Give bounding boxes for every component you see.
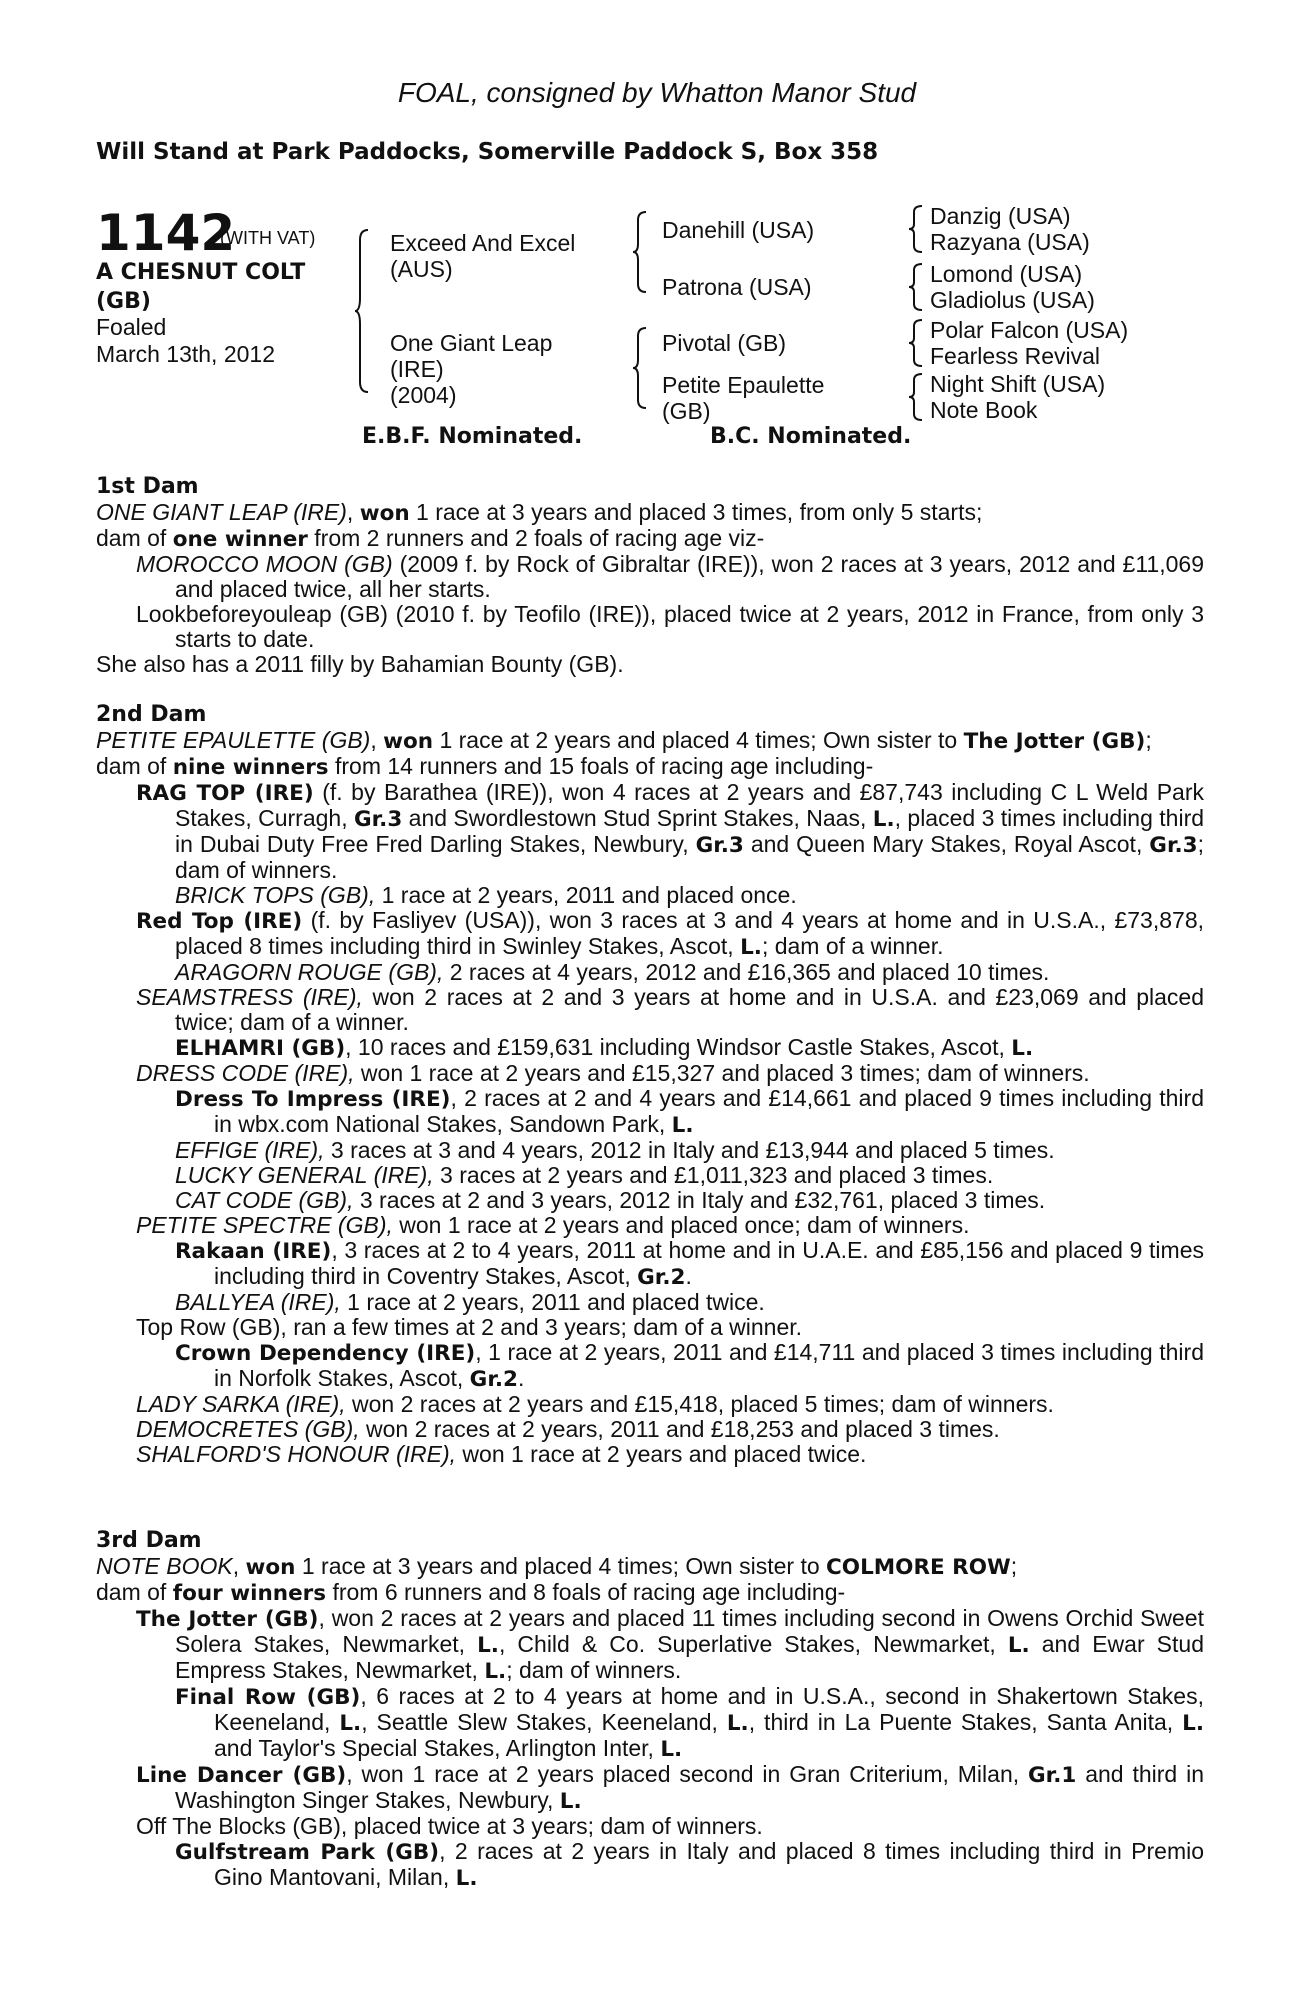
pedigree-g1: Danzig (USA): [930, 203, 1071, 229]
progeny-entry: [96, 1442, 1204, 1467]
first-dam-heading: 1st Dam: [96, 474, 199, 499]
bold-text: Gr.3: [1149, 833, 1198, 858]
bold-text: The Jotter (GB): [963, 729, 1146, 754]
text-run: 3 races at 2 and 3 years, 2012 in Italy and £32,761, placed 3 times.: [353, 1187, 1046, 1213]
text-run: , 10 races and £159,631 including Windsor Castle Stakes, Ascot,: [345, 1034, 1012, 1060]
bold-text: L.: [477, 1633, 499, 1658]
bold-text: L.: [455, 1866, 478, 1891]
bold-text: L.: [1182, 1711, 1204, 1736]
text-run: ;: [1145, 727, 1152, 753]
bold-text: one winner: [172, 527, 308, 552]
text-run: , 2 races at 2 and 4 years and £14,661 and placed 9 times including third in wbx.com National Stakes, Sandown Park,: [214, 1085, 1204, 1137]
pedigree-g4: Gladiolus (USA): [930, 287, 1095, 313]
pedigree-brace-dam: [632, 326, 652, 410]
text-run: 2 races at 4 years, 2012 and £16,365 and placed 10 times.: [443, 959, 1050, 985]
bold-text: L.: [740, 935, 762, 960]
pedigree-dam-line: One Giant Leap: [390, 330, 553, 356]
progeny-entry: [96, 960, 1204, 985]
progeny-entry: [96, 908, 1204, 960]
progeny-entry: [96, 780, 1204, 883]
bold-text: Gr.1: [1028, 1763, 1077, 1788]
pedigree-brace-g3: [908, 318, 926, 368]
text-run: Off The Blocks (GB), placed twice at 3 years; dam of winners.: [136, 1813, 763, 1839]
pedigree-dam-line: (2004): [390, 382, 457, 408]
pedigree-g8: Note Book: [930, 397, 1038, 423]
bold-text: won: [359, 501, 410, 526]
text-run: ; dam of a winner.: [761, 933, 944, 959]
pedigree-sire: [390, 230, 575, 282]
text-run: 3 races at 3 and 4 years, 2012 in Italy and £13,944 and placed 5 times.: [324, 1137, 1055, 1163]
lot-vat-note: (WITH VAT): [220, 228, 316, 248]
pedigree-dam: [390, 330, 552, 408]
text-run: 1 race at 2 years, 2011 and placed twice.: [340, 1289, 765, 1315]
text-run: , Child & Co. Superlative Stakes, Newmarket,: [498, 1631, 1008, 1657]
text-run: and Swordlestown Stud Sprint Stakes, Naas,: [402, 805, 873, 831]
text-run: 1 race at 2 years and placed 4 times; Own sister to: [433, 727, 964, 753]
text-run: Top Row (GB), ran a few times at 2 and 3 years; dam of a winner.: [136, 1314, 803, 1340]
first-dam-section: [96, 474, 1204, 677]
progeny-entry: [96, 552, 1204, 602]
bold-text: Gr.3: [353, 807, 403, 832]
lot-description: [96, 258, 305, 316]
text-run: and Taylor's Special Stakes, Arlington Inter,: [214, 1735, 661, 1761]
bold-text: Gr.2: [637, 1265, 686, 1290]
stand-location: Will Stand at Park Paddocks, Somerville Paddock S, Box 358: [96, 139, 879, 165]
text-run: (2009 f. by Rock of Gibraltar (IRE)), won 2 races at 3 years, 2012 and £11,069 and placed twice, all her starts.: [175, 551, 1204, 602]
pedigree-brace-g4: [908, 372, 926, 422]
bold-text: L.: [660, 1737, 683, 1762]
bold-text: L.: [1011, 1036, 1034, 1061]
progeny-entry: [96, 1163, 1204, 1188]
text-run: , 3 races at 2 to 4 years, 2011 at home and in U.A.E. and £85,156 and placed 9 times including third in Coventry Stakes, Ascot,: [214, 1237, 1204, 1289]
pedigree-g5: Polar Falcon (USA): [930, 317, 1129, 343]
bold-text: ELHAMRI (GB): [175, 1036, 346, 1061]
second-dam-summary: [96, 754, 1204, 780]
text-run: and third in Washington Singer Stakes, Newbury,: [175, 1761, 1204, 1813]
third-dam-heading: 3rd Dam: [96, 1528, 202, 1553]
bold-text: L.: [484, 1659, 507, 1684]
bold-text: nine winners: [172, 755, 329, 780]
pedigree-dam-line: (IRE): [390, 356, 444, 382]
bold-text: RAG TOP (IRE): [136, 781, 314, 806]
pedigree-brace-sire: [632, 210, 652, 294]
bc-nomination: B.C. Nominated.: [710, 424, 912, 449]
page-title: FOAL, consigned by Whatton Manor Stud: [397, 77, 917, 108]
pedigree-brace-g1: [908, 204, 926, 254]
first-dam-summary: [96, 526, 1204, 552]
italic-text: LUCKY GENERAL (IRE),: [175, 1162, 434, 1188]
text-run: 1 race at 2 years, 2011 and placed once.: [375, 882, 797, 908]
text-run: from 2 runners and 2 foals of racing age viz-: [307, 525, 765, 551]
ebf-nomination: E.B.F. Nominated.: [362, 424, 583, 449]
first-dam-progeny: [96, 552, 1204, 652]
third-dam-summary: [96, 1580, 1204, 1606]
text-run: (f. by Barathea (IRE)), won 4 races at 2 years and £87,743 including C L Weld Park Stakes, Curragh,: [175, 779, 1204, 831]
progeny-entry: [96, 1392, 1204, 1417]
progeny-entry: [96, 1839, 1204, 1891]
bold-text: Gr.2: [469, 1367, 518, 1392]
bold-text: Line Dancer (GB): [136, 1763, 347, 1788]
pedigree-dam-dam-line: Petite Epaulette: [662, 372, 825, 398]
text-run: , 2 races at 2 years in Italy and placed 8 times including third in Premio Gino Mantovani, Milan,: [214, 1838, 1204, 1890]
bold-text: The Jotter (GB): [136, 1607, 319, 1632]
italic-text: PETITE EPAULETTE (GB): [96, 727, 371, 753]
progeny-entry: [96, 1684, 1204, 1762]
italic-text: PETITE SPECTRE (GB),: [136, 1212, 393, 1238]
text-run: , won 2 races at 2 years and placed 11 times including second in Owens Orchid Sweet Solera Stakes, Newmarket,: [175, 1605, 1204, 1657]
progeny-entry: [96, 1061, 1204, 1086]
italic-text: ARAGORN ROUGE (GB),: [175, 959, 444, 985]
text-run: dam of: [96, 1579, 173, 1605]
lot-description-line: (GB): [96, 289, 151, 314]
text-run: , third in La Puente Stakes, Santa Anita,: [748, 1709, 1183, 1735]
lot-description-line: A CHESNUT COLT: [96, 260, 306, 285]
second-dam-intro: [96, 728, 1204, 754]
italic-text: DRESS CODE (IRE),: [136, 1060, 355, 1086]
progeny-entry: [96, 985, 1204, 1035]
progeny-entry: [96, 1238, 1204, 1290]
foaled-label: Foaled: [96, 314, 167, 340]
foaled-date: March 13th, 2012: [96, 341, 276, 367]
italic-text: BRICK TOPS (GB),: [175, 882, 376, 908]
italic-text: EFFIGE (IRE),: [175, 1137, 325, 1163]
italic-text: DEMOCRETES (GB),: [136, 1416, 360, 1442]
text-run: (f. by Fasliyev (USA)), won 3 races at 3 and 4 years at home and in U.S.A., £73,878, placed 8 times including third in Swinley Stakes, Ascot,: [175, 907, 1204, 959]
pedigree-sire-sire: Danehill (USA): [662, 217, 815, 243]
text-run: , 1 race at 2 years, 2011 and £14,711 and placed 3 times including third in Norfolk Stakes, Ascot,: [214, 1339, 1204, 1391]
bold-text: L.: [339, 1711, 362, 1736]
progeny-entry: [96, 1315, 1204, 1340]
italic-text: ONE GIANT LEAP (IRE): [96, 499, 347, 525]
text-run: ,: [232, 1553, 246, 1579]
pedigree-sire-line: (AUS): [390, 256, 453, 282]
pedigree-g2: Razyana (USA): [930, 229, 1090, 255]
pedigree-dam-dam-line: (GB): [662, 398, 711, 424]
progeny-entry: [96, 1814, 1204, 1839]
text-run: .: [685, 1263, 692, 1289]
text-run: 1 race at 3 years and placed 3 times, from only 5 starts;: [409, 499, 983, 525]
bold-text: L.: [559, 1789, 582, 1814]
text-run: won 2 races at 2 years and £15,418, placed 5 times; dam of winners.: [345, 1391, 1054, 1417]
pedigree-brace-sire-dam: [354, 228, 374, 394]
italic-text: CAT CODE (GB),: [175, 1187, 354, 1213]
bold-text: four winners: [172, 1581, 327, 1606]
text-run: from 6 runners and 8 foals of racing age including-: [326, 1579, 846, 1605]
italic-text: SEAMSTRESS (IRE),: [136, 984, 363, 1010]
bold-text: Red Top (IRE): [136, 909, 303, 934]
first-dam-intro: [96, 500, 1204, 526]
progeny-entry: [96, 1213, 1204, 1238]
second-dam-progeny: [96, 780, 1204, 1467]
progeny-entry: [96, 1035, 1204, 1061]
bold-text: Dress To Impress (IRE): [175, 1087, 451, 1112]
text-run: won 2 races at 2 and 3 years at home and in U.S.A. and £23,069 and placed twice; dam of a winner.: [175, 984, 1204, 1035]
bold-text: Crown Dependency (IRE): [175, 1341, 476, 1366]
bold-text: L.: [726, 1711, 749, 1736]
third-dam-intro: [96, 1554, 1204, 1580]
pedigree-sire-dam: Patrona (USA): [662, 274, 812, 300]
pedigree-g3: Lomond (USA): [930, 261, 1083, 287]
bold-text: Gr.3: [695, 833, 744, 858]
italic-text: LADY SARKA (IRE),: [136, 1391, 346, 1417]
text-run: and Ewar Stud Empress Stakes, Newmarket,: [175, 1631, 1204, 1683]
third-dam-section: [96, 1528, 1204, 1891]
pedigree-g7: Night Shift (USA): [930, 371, 1106, 397]
progeny-entry: [96, 883, 1204, 908]
text-run: ; dam of winners.: [175, 831, 1204, 883]
lot-number: 1142: [96, 204, 236, 262]
bold-text: Rakaan (IRE): [175, 1239, 332, 1264]
text-run: dam of: [96, 525, 173, 551]
text-run: , 6 races at 2 to 4 years at home and in U.S.A., second in Shakertown Stakes, Keeneland,: [214, 1683, 1204, 1735]
pedigree-sire-line: Exceed And Excel: [390, 230, 576, 256]
bold-text: won: [383, 729, 434, 754]
bold-text: COLMORE ROW: [826, 1555, 1011, 1580]
text-run: ,: [370, 727, 384, 753]
text-run: and Queen Mary Stakes, Royal Ascot,: [743, 831, 1150, 857]
progeny-entry: [96, 1606, 1204, 1684]
progeny-entry: [96, 1417, 1204, 1442]
bold-text: won: [245, 1555, 296, 1580]
bold-text: L.: [872, 807, 895, 832]
italic-text: MOROCCO MOON (GB): [136, 551, 393, 577]
text-run: Lookbeforeyouleap (GB) (2010 f. by Teofilo (IRE)), placed twice at 2 years, 2012 in France, from only 3 starts to date.: [136, 601, 1204, 652]
bold-text: L.: [671, 1113, 694, 1138]
pedigree-brace-g2: [908, 262, 926, 312]
text-run: won 1 race at 2 years and placed once; dam of winners.: [392, 1212, 970, 1238]
text-run: ,: [346, 499, 360, 525]
italic-text: BALLYEA (IRE),: [175, 1289, 341, 1315]
text-run: ;: [1010, 1553, 1018, 1579]
pedigree-dam-sire: Pivotal (GB): [662, 330, 786, 356]
progeny-entry: [96, 1290, 1204, 1315]
italic-text: NOTE BOOK: [96, 1553, 233, 1579]
progeny-entry: [96, 1762, 1204, 1814]
text-run: dam of: [96, 753, 173, 779]
progeny-entry: [96, 602, 1204, 652]
bold-text: Gulfstream Park (GB): [175, 1840, 440, 1865]
bold-text: L.: [1007, 1633, 1030, 1658]
text-run: , placed 3 times including third in Dubai Duty Free Fred Darling Stakes, Newbury,: [175, 805, 1205, 857]
text-run: ; dam of winners.: [506, 1657, 682, 1683]
italic-text: SHALFORD'S HONOUR (IRE),: [136, 1441, 457, 1467]
text-run: from 14 runners and 15 foals of racing age including-: [328, 753, 874, 779]
text-run: , Seattle Slew Stakes, Keeneland,: [361, 1709, 727, 1735]
pedigree-g6: Fearless Revival: [930, 343, 1100, 369]
second-dam-section: [96, 702, 1204, 1467]
progeny-entry: [96, 1188, 1204, 1213]
first-dam-footer: She also has a 2011 filly by Bahamian Bounty (GB).: [96, 651, 624, 677]
third-dam-progeny: [96, 1606, 1204, 1891]
progeny-entry: [96, 1086, 1204, 1138]
progeny-entry: [96, 1340, 1204, 1392]
text-run: won 2 races at 2 years, 2011 and £18,253 and placed 3 times.: [359, 1416, 1000, 1442]
bold-text: Final Row (GB): [175, 1685, 361, 1710]
text-run: 3 races at 2 years and £1,011,323 and placed 3 times.: [433, 1162, 994, 1188]
text-run: , won 1 race at 2 years placed second in Gran Criterium, Milan,: [346, 1761, 1029, 1787]
text-run: .: [517, 1365, 525, 1391]
second-dam-heading: 2nd Dam: [96, 702, 207, 727]
pedigree-dam-dam: [662, 372, 824, 424]
text-run: 1 race at 3 years and placed 4 times; Own sister to: [295, 1553, 827, 1579]
foaled-info: [96, 314, 275, 368]
progeny-entry: [96, 1138, 1204, 1163]
text-run: won 1 race at 2 years and £15,327 and placed 3 times; dam of winners.: [354, 1060, 1090, 1086]
text-run: won 1 race at 2 years and placed twice.: [456, 1441, 867, 1467]
